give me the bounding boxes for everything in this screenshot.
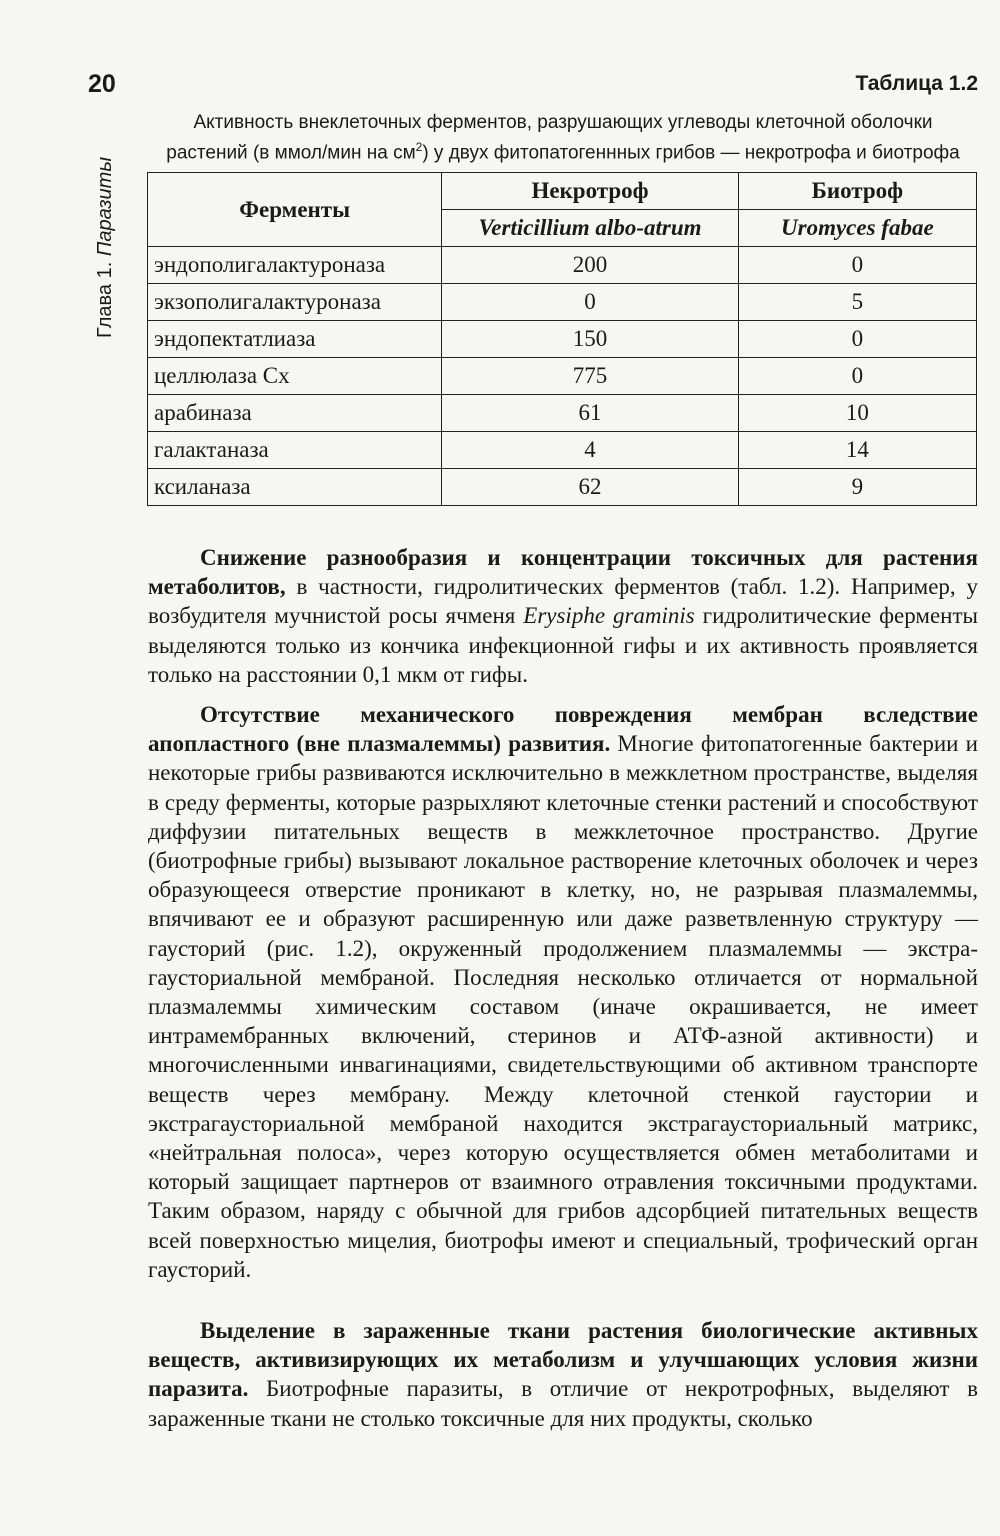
section-2: [148, 700, 978, 1284]
caption-sup: 2: [415, 140, 423, 154]
species-biotroph: Uromyces fabae: [738, 210, 976, 247]
section-2-heading: Отсутствие механического повреждения мембран вследствие апопластного (вне плазмалеммы) развития.: [148, 702, 978, 757]
caption-line-2-start: растений (в ммол/мин на см: [166, 142, 416, 164]
bio-value: 0: [738, 358, 976, 395]
paragraph-2: [148, 700, 978, 1284]
caption-line-1: Активность внеклеточных ферментов, разрушающих углеводы клеточной оболочки: [193, 112, 933, 133]
table-row: [148, 395, 977, 432]
table-label: Таблица 1.2: [855, 72, 978, 95]
caption-line-2: [148, 135, 978, 165]
table-row: [148, 284, 977, 321]
enzyme-name: эндополигалактуроназа: [148, 247, 442, 284]
enzyme-name: эндопектатлиаза: [148, 321, 442, 358]
header-enzymes: Ферменты: [148, 173, 442, 247]
section-1-heading: Снижение разнообразия и концентрации токсичных для растения метаболитов,: [148, 545, 978, 600]
header-necrotroph: Некротроф: [442, 173, 738, 210]
necro-value: 150: [442, 321, 738, 358]
table-row: [148, 432, 977, 469]
table-row: [148, 358, 977, 395]
section-3-heading: Выделение в зараженные ткани растения биологические активных веществ, активизирующих их метаболизм и улучшающих условия жизни паразита.: [148, 1318, 978, 1402]
bio-value: 14: [738, 432, 976, 469]
necro-value: 0: [442, 284, 738, 321]
species-necrotroph: Verticillium albo-atrum: [442, 210, 738, 247]
enzyme-name: целлюлаза Сх: [148, 358, 442, 395]
section-3: [148, 1316, 978, 1433]
side-title: Паразиты: [94, 156, 116, 257]
section-1-text-a: в частности, гидролитических ферментов (табл. 1.2). Например, у возбудителя мучнистой росы ячменя: [148, 574, 978, 629]
table-row: [148, 247, 977, 284]
table-row: [148, 469, 977, 506]
bio-value: 0: [738, 247, 976, 284]
enzyme-name: ксиланаза: [148, 469, 442, 506]
side-chapter: Глава 1.: [94, 261, 116, 338]
enzyme-name: арабиназа: [148, 395, 442, 432]
bio-value: 10: [738, 395, 976, 432]
enzyme-name: экзополигалактуроназа: [148, 284, 442, 321]
section-3-text: Биотрофные паразиты, в отличие от некротрофных, выделяют в зараженные ткани не столько токсичные для них продукты, сколько: [148, 1376, 978, 1431]
necro-value: 4: [442, 432, 738, 469]
side-running-header: [94, 138, 120, 338]
enzyme-activity-table: [147, 172, 977, 506]
species-name: Erysiphe graminis: [523, 603, 695, 629]
table-row: [148, 321, 977, 358]
section-1: [148, 543, 978, 689]
bio-value: 0: [738, 321, 976, 358]
page-number: 20: [88, 70, 116, 98]
necro-value: 775: [442, 358, 738, 395]
necro-value: 62: [442, 469, 738, 506]
caption-line-2-end: ) у двух фитопатогеннных грибов — некротрофа и биотрофа: [422, 142, 960, 164]
necro-value: 200: [442, 247, 738, 284]
paragraph-1: [148, 543, 978, 689]
necro-value: 61: [442, 395, 738, 432]
section-1-text-b: гидролитические ферменты выделяются только из кончика инфекционной гифы и их активность проявляется только на расстоянии 0,1 мкм от гифы.: [148, 603, 978, 687]
table-header-row: [148, 173, 977, 210]
bio-value: 9: [738, 469, 976, 506]
table-caption: [148, 110, 978, 165]
section-2-text: Многие фитопатогенные бактерии и некоторые грибы развиваются исключительно в межклетном пространстве, выделяя в среду ферменты, которые разрыхляют клеточные стенки растений и способствуют диффузии питательных веществ в межклеточное пространство. Другие (биотрофные грибы) вызывают локальное растворение клеточных оболочек и через образующееся отверстие проникают в клетку, но, не разрывая плазмалеммы, впячивают ее и образуют расширенную или даже разветвленную структуру — гаусторий (рис. 1.2), окруженный продолжением плазмалеммы — экстра-гаусториальной мембраной. Последняя несколько отличается от нормальной плазмалеммы химическим составом (иначе окрашивается, не имеет интрамембранных включений, стеринов и АТФ-азной активности) и многочисленными инвагинациями, свидетельствующими об активном транспорте веществ через мембрану. Между клеточной стенкой гаустории и экстрагаусториальной мембраной находится экстрагаусториальный матрикс, «нейтральная полоса», через которую осуществляется обмен метаболитами и который защищает партнеров от взаимного отравления токсичными продуктами. Таким образом, наряду с обычной для грибов адсорбцией питательных веществ всей поверхностью мицелия, биотрофы имеют и специальный, трофический орган гаусторий.: [148, 731, 978, 1282]
paragraph-3: [148, 1316, 978, 1433]
header-biotroph: Биотроф: [738, 173, 976, 210]
bio-value: 5: [738, 284, 976, 321]
enzyme-name: галактаназа: [148, 432, 442, 469]
